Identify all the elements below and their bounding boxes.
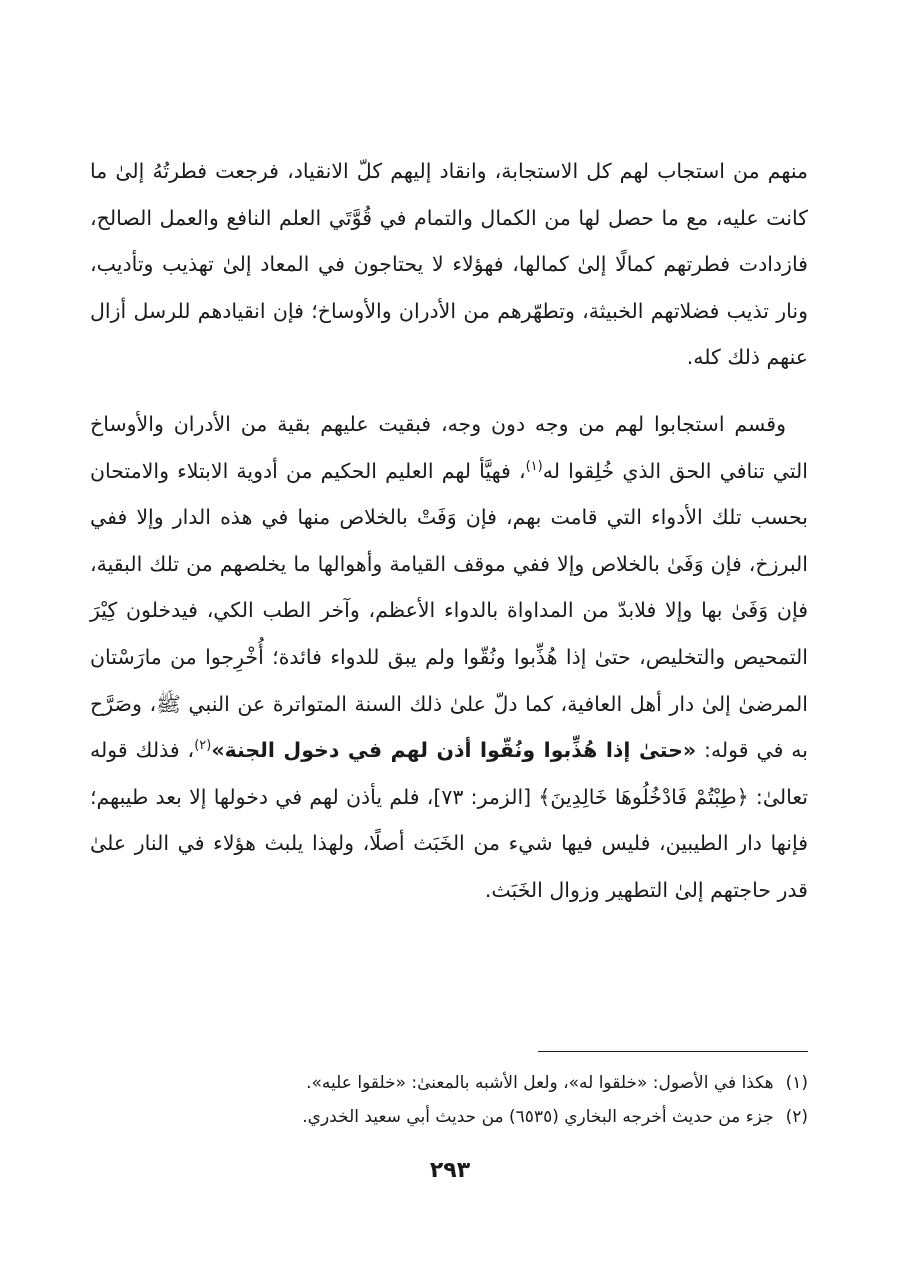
page-number: ٢٩٣ [429,1158,471,1183]
footnote-text: جزء من حديث أخرجه البخاري (٦٥٣٥) من حديث أبي سعيد الخدري. [302,1107,774,1127]
footnote [90,1066,808,1100]
text-segment: ، فهيَّأ لهم العليم الحكيم من أدوية الابتلاء والامتحان بحسب تلك الأدواء التي قامت بهم، فإن وَفَتْ بالخلاص منها في هذه الدار وإلا ففي البرزخ، فإن وَفَىٰ بالخلاص وإلا ففي موقف القيامة وأهوالها ما يخلصهم من تلك البقية، فإن وَفَىٰ بها وإلا فلابدّ من المداواة بالدواء الأعظم، وآخر الطب الكي، فيدخلون كِيْرَ التمحيص والتخليص، حتىٰ إذا هُذِّبوا ونُقّوا ولم يبق للدواء فائدة؛ أُخْرِجوا من مارَسْتان المرضىٰ إلىٰ دار أهل العافية، كما دلّ علىٰ ذلك السنة المتواترة عن النبي ﷺ، وصَرَّح به في قوله: [90,458,809,763]
text-segment: وقسم استجابوا لهم من وجه دون وجه، فبقيت عليهم بقية من الأدران والأوساخ التي تنافي الحق الذي خُلِقوا له [90,411,808,483]
text-segment: ، فذلك قوله تعالىٰ: ﴿طِبْتُمْ فَادْخُلُوهَا خَالِدِينَ﴾ [الزمر: ٧٣]، فلم يأذن لهم في دخولها إلا بعد طيبهم؛ فإنها دار الطيبين، فليس فيها شيء من الخَبَث أصلًا، ولهذا يلبث هؤلاء في النار علىٰ قدر حاجتهم إلىٰ التطهير وزوال الخَبَث. [90,738,808,902]
hadith-quote: «حتىٰ إذا هُذِّبوا ونُقّوا أذن لهم في دخول الجنة» [211,738,697,763]
paragraph [90,401,808,914]
footnotes [90,1066,808,1134]
paragraph [90,148,808,381]
text-segment: منهم من استجاب لهم كل الاستجابة، وانقاد إليهم كلّ الانقياد، فرجعت فطرتُهُ إلىٰ ما كانت عليه، مع ما حصل لها من الكمال والتمام في قُوَّتَي العلم النافع والعمل الصالح، فازدادت فطرتهم كمالًا إلىٰ كمالها، فهؤلاء لا يحتاجون في المعاد إلىٰ تهذيب وتأديب، ونار تذيب فضلاتهم الخبيثة، وتطهّرهم من الأدران والأوساخ؛ فإن انقيادهم للرسل أزال عنهم ذلك كله. [90,159,808,370]
footnote-marker: (١) [525,458,543,474]
footnote-marker: (٢) [194,738,212,754]
footnote-number: (٢) [785,1107,808,1127]
main-text [90,148,808,914]
footnote-text: هكذا في الأصول: «خلقوا له»، ولعل الأشبه بالمعنىٰ: «خلقوا عليه». [306,1073,774,1093]
footnote [90,1100,808,1134]
footnote-number: (١) [785,1073,808,1093]
footnote-separator [538,1051,808,1052]
